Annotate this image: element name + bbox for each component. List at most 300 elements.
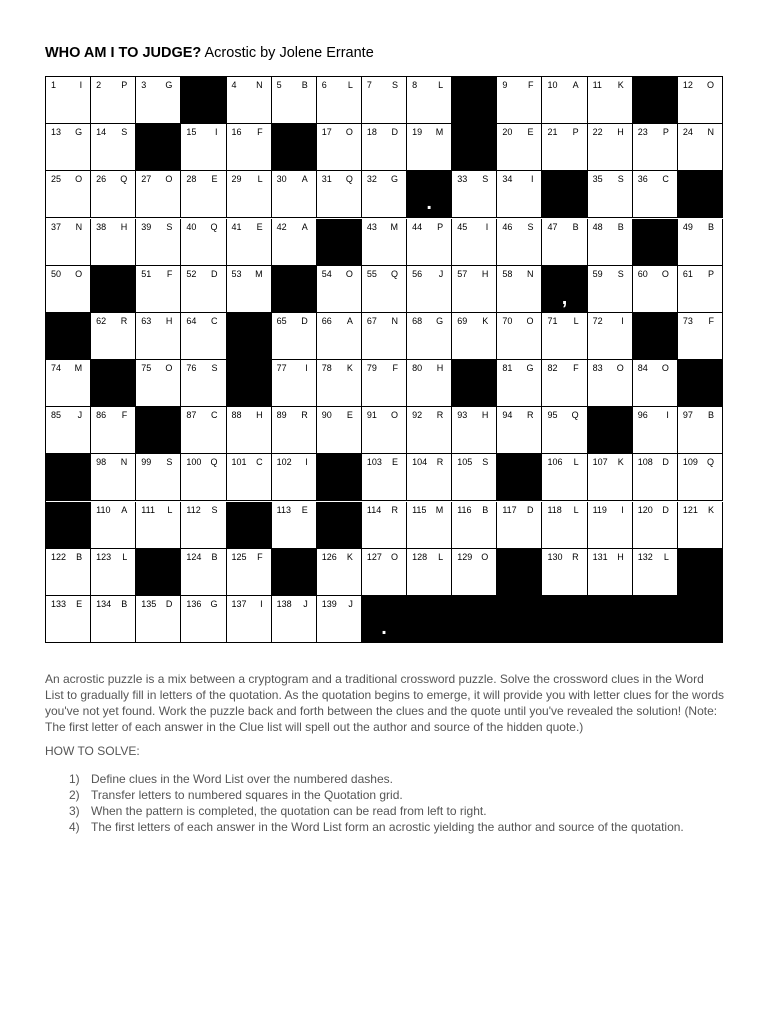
square-number: 2: [96, 80, 102, 90]
grid-square[interactable]: [497, 77, 542, 124]
grid-square[interactable]: [91, 313, 136, 360]
square-number: 107: [592, 457, 608, 468]
square-letter-key: H: [481, 410, 489, 421]
square-number: 94: [502, 410, 513, 421]
grid-square[interactable]: [46, 407, 91, 454]
grid-square[interactable]: [136, 219, 181, 266]
grid-square[interactable]: [136, 171, 181, 218]
step-text: The first letters of each answer in the Word List form an acrostic yielding the author and source of the quotation.: [91, 820, 684, 834]
grid-square[interactable]: [452, 266, 497, 313]
grid-square[interactable]: [181, 171, 226, 218]
square-letter-key: H: [256, 410, 263, 421]
square-number: 57: [457, 268, 468, 279]
square-number: 3: [141, 80, 147, 90]
grid-square[interactable]: [452, 407, 497, 454]
square-number: 95: [547, 410, 558, 421]
square-number: 85: [51, 410, 62, 421]
square-letter-key: S: [211, 363, 218, 373]
grid-square[interactable]: [136, 502, 181, 549]
square-number: 9: [502, 80, 508, 90]
grid-square[interactable]: [227, 219, 272, 266]
square-number: 69: [457, 315, 468, 326]
square-letter-key: Q: [210, 221, 218, 232]
black-square: [588, 407, 633, 454]
grid-square[interactable]: [542, 124, 587, 171]
instructions: [45, 671, 725, 835]
grid-square[interactable]: [542, 454, 587, 501]
grid-square[interactable]: [272, 313, 317, 360]
square-letter-key: H: [120, 221, 128, 232]
square-number: 133: [51, 598, 67, 609]
square-number: 98: [96, 457, 107, 468]
grid-square[interactable]: [272, 77, 317, 124]
square-letter-key: C: [211, 410, 218, 421]
grid-square[interactable]: [588, 124, 633, 171]
black-square: [136, 549, 181, 596]
square-number: 102: [276, 457, 292, 468]
grid-square[interactable]: [362, 77, 407, 124]
square-letter-key: O: [616, 363, 624, 373]
square-number: 65: [276, 315, 287, 326]
square-number: 50: [51, 268, 62, 279]
quotation-grid: [45, 76, 723, 643]
grid-square[interactable]: [497, 124, 542, 171]
grid-square[interactable]: [633, 407, 678, 454]
grid-square[interactable]: [91, 549, 136, 596]
square-number: 37: [51, 221, 62, 232]
grid-square[interactable]: [362, 266, 407, 313]
square-letter-key: K: [617, 457, 624, 468]
grid-square[interactable]: [588, 77, 633, 124]
square-letter-key: O: [526, 315, 534, 326]
grid-square[interactable]: [227, 454, 272, 501]
square-letter-key: J: [348, 598, 353, 609]
grid-square[interactable]: [46, 124, 91, 171]
square-number: 91: [366, 410, 377, 421]
grid-square[interactable]: [407, 219, 452, 266]
square-number: 7: [366, 80, 372, 90]
grid-square[interactable]: [272, 360, 317, 407]
square-number: 11: [592, 80, 602, 90]
grid-square[interactable]: [362, 549, 407, 596]
square-letter-key: E: [211, 174, 218, 185]
grid-square[interactable]: [272, 596, 317, 643]
grid-square[interactable]: [542, 502, 587, 549]
square-number: 15: [186, 127, 197, 138]
square-letter-key: F: [257, 551, 263, 562]
square-letter-key: L: [438, 551, 444, 562]
square-letter-key: L: [573, 315, 579, 326]
square-number: 110: [96, 504, 111, 515]
grid-square[interactable]: [407, 502, 452, 549]
grid-square[interactable]: [136, 360, 181, 407]
grid-square[interactable]: [227, 171, 272, 218]
black-square: [227, 360, 272, 407]
grid-square[interactable]: [272, 219, 317, 266]
grid-square[interactable]: [272, 502, 317, 549]
grid-square[interactable]: [542, 77, 587, 124]
square-letter-key: N: [256, 80, 263, 90]
square-number: 13: [51, 127, 62, 138]
grid-square[interactable]: [46, 171, 91, 218]
square-number: 47: [547, 221, 558, 232]
square-number: 129: [457, 551, 473, 562]
grid-square[interactable]: [588, 549, 633, 596]
square-letter-key: O: [345, 268, 353, 279]
square-number: 21: [547, 127, 558, 138]
square-number: 61: [682, 268, 693, 279]
grid-square[interactable]: [542, 407, 587, 454]
grid-square[interactable]: [227, 407, 272, 454]
square-letter-key: D: [662, 457, 669, 468]
square-letter-key: F: [392, 363, 399, 373]
grid-square[interactable]: [91, 171, 136, 218]
grid-square[interactable]: [91, 454, 136, 501]
square-letter-key: R: [391, 504, 399, 515]
square-number: 128: [412, 551, 428, 562]
black-square: [227, 313, 272, 360]
black-square: [272, 124, 317, 171]
square-letter-key: S: [166, 221, 173, 232]
grid-square[interactable]: [362, 360, 407, 407]
square-letter-key: O: [661, 363, 669, 373]
grid-square[interactable]: [46, 77, 91, 124]
grid-square[interactable]: [633, 124, 678, 171]
grid-square[interactable]: [91, 219, 136, 266]
black-square: [407, 171, 452, 218]
square-letter-key: H: [436, 363, 444, 373]
grid-square[interactable]: [407, 313, 452, 360]
square-number: 35: [592, 174, 603, 185]
square-letter-key: P: [662, 127, 669, 138]
grid-square[interactable]: [678, 77, 723, 124]
grid-square[interactable]: [452, 502, 497, 549]
square-letter-key: B: [211, 551, 218, 562]
grid-square[interactable]: [181, 502, 226, 549]
grid-square[interactable]: [181, 313, 226, 360]
square-number: 108: [637, 457, 653, 468]
step-number: 2): [69, 788, 80, 802]
grid-square[interactable]: [317, 360, 362, 407]
black-square: [678, 596, 723, 643]
grid-square[interactable]: [588, 266, 633, 313]
square-number: 63: [141, 315, 152, 326]
grid-square[interactable]: [452, 454, 497, 501]
grid-square[interactable]: [497, 219, 542, 266]
grid-square[interactable]: [181, 124, 226, 171]
square-letter-key: B: [301, 80, 308, 90]
square-number: 30: [276, 174, 287, 185]
square-letter-key: E: [392, 457, 399, 468]
grid-square[interactable]: [362, 407, 407, 454]
grid-square[interactable]: [227, 549, 272, 596]
grid-square[interactable]: [362, 502, 407, 549]
grid-square[interactable]: [542, 549, 587, 596]
square-number: 120: [637, 504, 653, 515]
grid-square[interactable]: [678, 407, 723, 454]
grid-square[interactable]: [407, 454, 452, 501]
grid-square[interactable]: [678, 502, 723, 549]
square-letter-key: M: [435, 504, 444, 515]
grid-square[interactable]: [678, 454, 723, 501]
grid-square[interactable]: [633, 454, 678, 501]
grid-square[interactable]: [46, 360, 91, 407]
square-number: 114: [366, 504, 382, 515]
grid-square[interactable]: [362, 454, 407, 501]
grid-square[interactable]: [497, 266, 542, 313]
grid-square[interactable]: [497, 171, 542, 218]
grid-square[interactable]: [136, 313, 181, 360]
grid-square[interactable]: [181, 454, 226, 501]
punctuation-mark: .: [426, 192, 432, 215]
step-number: 4): [69, 820, 80, 834]
square-letter-key: I: [305, 457, 308, 468]
grid-square[interactable]: [497, 502, 542, 549]
grid-square[interactable]: [227, 266, 272, 313]
square-letter-key: J: [77, 410, 83, 421]
grid-square[interactable]: [407, 266, 452, 313]
square-number: 55: [366, 268, 377, 279]
square-letter-key: N: [391, 315, 399, 326]
grid-square[interactable]: [317, 266, 362, 313]
square-letter-key: I: [621, 504, 624, 515]
square-letter-key: F: [121, 410, 128, 421]
square-letter-key: K: [707, 504, 714, 515]
square-letter-key: O: [391, 551, 399, 562]
black-square: [91, 360, 136, 407]
grid-square[interactable]: [317, 124, 362, 171]
square-letter-key: B: [707, 410, 714, 421]
grid-square[interactable]: [633, 266, 678, 313]
grid-square[interactable]: [452, 171, 497, 218]
black-square: [542, 171, 587, 218]
square-letter-key: E: [527, 127, 534, 138]
black-square: [317, 454, 362, 501]
square-number: 101: [231, 457, 247, 468]
black-square: [136, 124, 181, 171]
grid-square[interactable]: [588, 313, 633, 360]
grid-square[interactable]: [317, 171, 362, 218]
grid-square[interactable]: [227, 77, 272, 124]
grid-square[interactable]: [181, 219, 226, 266]
grid-square[interactable]: [633, 171, 678, 218]
square-number: 137: [231, 598, 247, 609]
grid-square[interactable]: [588, 502, 633, 549]
grid-square[interactable]: [542, 313, 587, 360]
square-letter-key: P: [572, 127, 579, 138]
square-letter-key: A: [346, 315, 353, 326]
grid-square[interactable]: [497, 360, 542, 407]
square-number: 74: [51, 363, 62, 373]
grid-square[interactable]: [46, 596, 91, 643]
square-letter-key: A: [572, 80, 579, 90]
grid-square[interactable]: [317, 596, 362, 643]
square-letter-key: C: [662, 174, 669, 185]
square-number: 77: [276, 363, 287, 373]
square-number: 49: [682, 221, 693, 232]
square-letter-key: I: [621, 315, 624, 326]
grid-square[interactable]: [227, 596, 272, 643]
square-number: 19: [412, 127, 423, 138]
step-item: [69, 787, 725, 803]
grid-square[interactable]: [272, 454, 317, 501]
grid-square[interactable]: [91, 407, 136, 454]
black-square: [497, 596, 542, 643]
square-number: 80: [412, 363, 423, 373]
square-letter-key: A: [121, 504, 128, 515]
grid-square[interactable]: [678, 219, 723, 266]
square-number: 132: [637, 551, 653, 562]
grid-square[interactable]: [136, 266, 181, 313]
grid-square[interactable]: [678, 266, 723, 313]
grid-square[interactable]: [362, 219, 407, 266]
grid-square[interactable]: [633, 502, 678, 549]
grid-square[interactable]: [588, 171, 633, 218]
grid-square[interactable]: [136, 77, 181, 124]
grid-square[interactable]: [181, 360, 226, 407]
square-letter-key: N: [526, 268, 534, 279]
square-letter-key: B: [121, 598, 128, 609]
grid-square[interactable]: [91, 77, 136, 124]
grid-square[interactable]: [588, 454, 633, 501]
grid-square[interactable]: [633, 360, 678, 407]
grid-square[interactable]: [407, 124, 452, 171]
grid-square[interactable]: [542, 360, 587, 407]
square-letter-key: S: [527, 221, 534, 232]
square-letter-key: S: [617, 174, 624, 185]
grid-square[interactable]: [91, 124, 136, 171]
step-text: Define clues in the Word List over the numbered dashes.: [91, 772, 393, 786]
square-letter-key: R: [572, 551, 579, 562]
square-number: 97: [682, 410, 693, 421]
grid-square[interactable]: [91, 502, 136, 549]
square-number: 118: [547, 504, 562, 515]
grid-square[interactable]: [317, 549, 362, 596]
black-square: [136, 407, 181, 454]
grid-square[interactable]: [497, 313, 542, 360]
step-number: 1): [69, 772, 80, 786]
square-number: 10: [547, 80, 558, 90]
square-number: 59: [592, 268, 603, 279]
square-letter-key: B: [572, 221, 579, 232]
grid-square[interactable]: [136, 454, 181, 501]
square-letter-key: J: [303, 598, 308, 609]
square-number: 29: [231, 174, 242, 185]
square-number: 96: [637, 410, 648, 421]
square-number: 56: [412, 268, 423, 279]
square-letter-key: R: [120, 315, 128, 326]
square-number: 14: [96, 127, 107, 138]
grid-square[interactable]: [181, 549, 226, 596]
square-letter-key: N: [75, 221, 83, 232]
square-letter-key: E: [346, 410, 353, 421]
square-number: 83: [592, 363, 603, 373]
grid-square[interactable]: [46, 219, 91, 266]
grid-square[interactable]: [272, 407, 317, 454]
square-letter-key: F: [708, 315, 714, 326]
grid-square[interactable]: [452, 549, 497, 596]
square-letter-key: Q: [391, 268, 399, 279]
square-letter-key: B: [76, 551, 83, 562]
square-letter-key: L: [663, 551, 669, 562]
grid-square[interactable]: [317, 313, 362, 360]
grid-square[interactable]: [181, 596, 226, 643]
grid-square[interactable]: [46, 266, 91, 313]
grid-square[interactable]: [362, 313, 407, 360]
square-letter-key: Q: [706, 457, 714, 468]
black-square: [91, 266, 136, 313]
black-square: [227, 502, 272, 549]
square-letter-key: F: [573, 363, 579, 373]
grid-square[interactable]: [588, 219, 633, 266]
square-number: 46: [502, 221, 513, 232]
grid-square[interactable]: [362, 171, 407, 218]
steps-list: [45, 771, 725, 835]
square-number: 82: [547, 363, 558, 373]
grid-square[interactable]: [181, 407, 226, 454]
square-number: 1: [51, 80, 57, 90]
grid-square[interactable]: [452, 219, 497, 266]
square-number: 135: [141, 598, 157, 609]
square-number: 99: [141, 457, 152, 468]
grid-square[interactable]: [227, 124, 272, 171]
square-number: 86: [96, 410, 107, 421]
black-square: [362, 596, 407, 643]
square-number: 52: [186, 268, 197, 279]
grid-square[interactable]: [678, 124, 723, 171]
square-number: 138: [276, 598, 292, 609]
grid-square[interactable]: [407, 360, 452, 407]
grid-square[interactable]: [136, 596, 181, 643]
step-number: 3): [69, 804, 80, 818]
grid-square[interactable]: [362, 124, 407, 171]
square-number: 89: [276, 410, 287, 421]
square-letter-key: Q: [571, 410, 579, 421]
title-byline: Acrostic by Jolene Errante: [201, 45, 374, 61]
grid-square[interactable]: [91, 596, 136, 643]
grid-square[interactable]: [407, 77, 452, 124]
black-square: [46, 502, 91, 549]
grid-square[interactable]: [181, 266, 226, 313]
square-number: 109: [682, 457, 698, 468]
grid-square[interactable]: [407, 407, 452, 454]
grid-square[interactable]: [452, 313, 497, 360]
grid-square[interactable]: [272, 171, 317, 218]
square-letter-key: R: [436, 410, 444, 421]
grid-square[interactable]: [497, 407, 542, 454]
square-number: 79: [366, 363, 377, 373]
square-number: 75: [141, 363, 152, 373]
square-letter-key: L: [573, 504, 579, 515]
square-number: 90: [321, 410, 332, 421]
grid-square[interactable]: [46, 549, 91, 596]
grid-square[interactable]: [588, 360, 633, 407]
square-letter-key: O: [75, 174, 83, 185]
square-number: 115: [412, 504, 427, 515]
square-number: 43: [366, 221, 377, 232]
grid-square[interactable]: [317, 407, 362, 454]
black-square: [272, 266, 317, 313]
square-number: 36: [637, 174, 648, 185]
grid-square[interactable]: [542, 219, 587, 266]
grid-square[interactable]: [678, 313, 723, 360]
title-bold: WHO AM I TO JUDGE?: [45, 45, 202, 61]
square-number: 136: [186, 598, 202, 609]
grid-square[interactable]: [633, 549, 678, 596]
grid-square[interactable]: [317, 77, 362, 124]
grid-square[interactable]: [407, 549, 452, 596]
step-text: When the pattern is completed, the quotation can be read from left to right.: [91, 804, 487, 818]
